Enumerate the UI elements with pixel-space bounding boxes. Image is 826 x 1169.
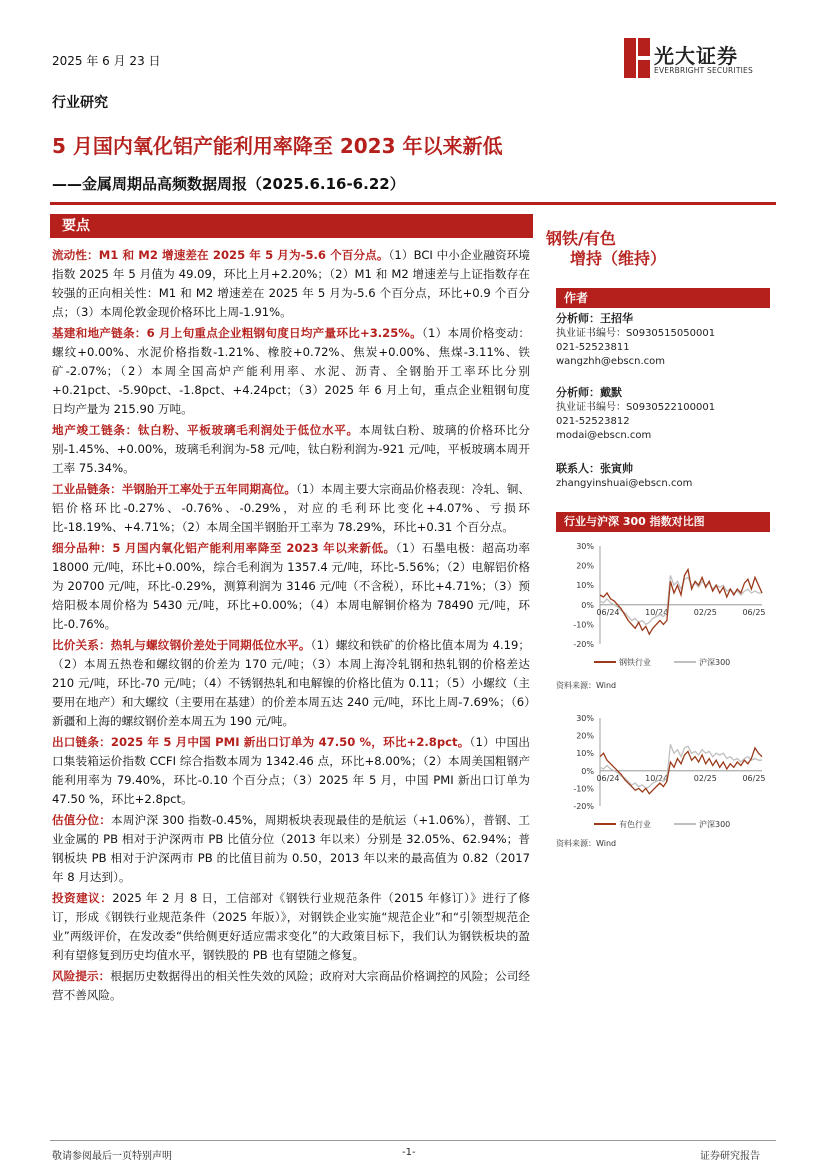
kp-lead: 投资建议： xyxy=(52,891,113,905)
legend-label: 有色行业 xyxy=(619,820,651,829)
x-tick-label: 06/25 xyxy=(742,607,766,617)
report-category: 行业研究 xyxy=(52,95,108,111)
chart-source: 资料来源：Wind xyxy=(556,839,617,848)
x-tick-label: 02/25 xyxy=(693,607,717,617)
x-tick-label: 06/25 xyxy=(742,773,766,783)
x-tick-label: 06/24 xyxy=(596,607,620,617)
contact-name: 张寅帅 xyxy=(600,462,633,475)
x-tick-label: 10/24 xyxy=(645,607,669,617)
footer-divider xyxy=(50,1140,776,1141)
analyst-phone: 021-52523812 xyxy=(556,416,630,427)
analyst-cert: 执业证书编号：S0930522100001 xyxy=(556,402,716,413)
chart-section-heading: 行业与沪深 300 指数对比图 xyxy=(556,512,770,532)
y-tick-label: -20% xyxy=(573,802,594,811)
y-tick-label: -10% xyxy=(573,620,594,630)
logo-subtitle: EVERBRIGHT SECURITIES xyxy=(654,66,753,75)
kp-body: 本周钛白粉、玻璃的价格环比分别-1.45%、+0.00%，玻璃毛利润为-58 元/吨，钛白粉利润为-921 元/吨，平板玻璃本周开工率 75.34%。 xyxy=(52,423,530,475)
y-tick-label: 20% xyxy=(576,731,594,741)
kp-body: （1）螺纹和铁矿的价格比值本周为 4.19；（2）本周五热卷和螺纹钢的价差为 170 元/吨；（3）本周上海冷轧钢和热轧钢的价格差达 210 元/吨，环比-70 元/吨；（4）不锈钢热轧和电解镍的价格比值为 0.11；（5）小螺纹（主要用在地产）和大螺纹（主要用在基建）的价差本周五达 240 元/吨，环比上周-7.69%；（6）新疆和上海的螺纹钢价差本周五为 190 元/吨。 xyxy=(52,638,530,728)
steel-vs-csi300-chart xyxy=(556,540,770,674)
report-date: 2025 年 6 月 23 日 xyxy=(52,54,161,68)
rating-industry: 钢铁/有色 xyxy=(546,229,616,248)
analyst-email[interactable]: wangzhh@ebscn.com xyxy=(556,356,665,367)
y-tick-label: 0% xyxy=(581,766,594,776)
analyst-block xyxy=(556,386,715,443)
x-tick-label: 10/24 xyxy=(645,773,669,783)
header-divider xyxy=(50,202,776,205)
report-subtitle: ——金属周期品高频数据周报（2025.6.16-6.22） xyxy=(52,175,405,193)
analyst-role: 分析师： xyxy=(556,386,600,399)
rating-value: 增持（维持） xyxy=(570,249,667,268)
analyst-block xyxy=(556,312,715,369)
page-number: -1- xyxy=(402,1147,416,1158)
kp-paragraph xyxy=(52,811,530,887)
kp-paragraph xyxy=(52,889,530,965)
series-line xyxy=(600,575,762,624)
kp-paragraph xyxy=(52,636,530,731)
kp-paragraph xyxy=(52,324,530,419)
kp-body: （1）本周价格变动：螺纹+0.00%、水泥价格指数-1.21%、橡胶+0.72%、焦炭+0.00%、焦煤-3.11%、铁矿-2.07%；（2）本周全国高炉产能利用率、水泥、沥青、全钢胎开工率环比分别+0.21pct、-5.90pct、-1.8pct、+4.24pct；（3）2025 年 6 月上旬，重点企业粗钢旬度日均产量为 215.90 万吨。 xyxy=(52,326,530,416)
kp-lead: 地产竣工链条：钛白粉、平板玻璃毛利润处于低位水平。 xyxy=(52,423,359,437)
analyst-email[interactable]: modai@ebscn.com xyxy=(556,430,652,441)
report-title: 5 月国内氧化铝产能利用率降至 2023 年以来新低 xyxy=(52,134,503,158)
x-tick-label: 02/25 xyxy=(693,773,717,783)
footer-report-type: 证券研究报告 xyxy=(700,1151,760,1162)
legend-label: 沪深300 xyxy=(699,820,731,829)
analyst-phone: 021-52523811 xyxy=(556,342,630,353)
key-points-heading: 要点 xyxy=(50,214,533,238)
kp-lead: 出口链条：2025 年 5 月中国 PMI 新出口订单为 47.50 %，环比+2.8pct。 xyxy=(52,735,470,749)
kp-lead: 基建和地产链条：6 月上旬重点企业粗钢旬度日均产量环比+3.25%。 xyxy=(52,326,422,340)
contact-email[interactable]: zhangyinshuai@ebscn.com xyxy=(556,478,693,489)
key-points-body xyxy=(52,246,530,1007)
y-tick-label: 20% xyxy=(576,561,594,571)
kp-paragraph xyxy=(52,421,530,478)
analyst-name: 戴默 xyxy=(600,386,622,399)
kp-body: 根据历史数据得出的相关性失效的风险；政府对大宗商品价格调控的风险；公司经营不善风险。 xyxy=(52,969,530,1002)
contact-block xyxy=(556,462,692,491)
footer-disclaimer[interactable]: 敬请参阅最后一页特别声明 xyxy=(52,1151,172,1162)
y-tick-label: 30% xyxy=(576,714,594,723)
legend-label: 钢铁行业 xyxy=(619,658,651,667)
authors-heading: 作者 xyxy=(556,288,770,308)
analyst-cert: 执业证书编号：S0930515050001 xyxy=(556,328,716,339)
kp-lead: 风险提示： xyxy=(52,969,111,983)
analyst-role: 分析师： xyxy=(556,312,600,325)
kp-paragraph xyxy=(52,733,530,809)
kp-paragraph xyxy=(52,539,530,634)
kp-body: （1）中国出口集装箱运价指数 CCFI 综合指数本周为 1342.46 点，环比+8.00%；（2）本周美国粗钢产能利用率为 79.40%，环比-0.10 个百分点；（3）2025 年 5 月，中国 PMI 新出口订单为 47.50 %，环比+2.8pct。 xyxy=(52,735,530,806)
company-logo xyxy=(624,38,784,82)
kp-body: （1）石墨电极：超高功率 18000 元/吨，环比+0.00%，综合毛利润为 1357.4 元/吨，环比-5.56%；（2）电解铝价格为 20700 元/吨，环比-0.29%，测算利润为 3146 元/吨（不含税），环比+4.71%；（3）预焙阳极本周价格为 5430 元/吨，环比+0.00%；（4）本周电解铜价格为 78490 元/吨，环比-0.76%。 xyxy=(52,541,530,631)
y-tick-label: -10% xyxy=(573,784,594,794)
y-tick-label: 30% xyxy=(576,542,594,551)
x-tick-label: 06/24 xyxy=(596,773,620,783)
nonferrous-vs-csi300-chart xyxy=(556,712,770,836)
kp-paragraph xyxy=(52,967,530,1005)
kp-paragraph xyxy=(52,246,530,322)
kp-body: （1）BCI 中小企业融资环境指数 2025 年 5 月值为 49.09，环比上月+2.20%；（2）M1 和 M2 增速差与上证指数存在较强的正向相关性：M1 和 M2 增速差在 2025 年 5 月为-5.6 个百分点，环比+0.9 个百分点；（3）本周伦敦金现价格环比上周-1.91%。 xyxy=(52,248,531,319)
kp-lead: 估值分位： xyxy=(52,813,112,827)
kp-body: （1）本周主要大宗商品价格表现：冷轧、铜、铝价格环比-0.27%、-0.76%、-0.29%，对应的毛利环比变化+4.07%、亏损环比-18.19%、+4.71%；（2）本周全国半钢胎开工率为 78.29%，环比+0.31 个百分点。 xyxy=(52,482,530,534)
y-tick-label: -20% xyxy=(573,640,594,649)
logo-mark-icon xyxy=(624,38,650,78)
kp-paragraph xyxy=(52,480,530,537)
kp-body: 本周沪深 300 指数-0.45%，周期板块表现最佳的是航运（+1.06%），普钢、工业金属的 PB 相对于沪深两市 PB 比值分位（2013 年以来）分别是 32.05%、62.94%；普钢板块 PB 相对于沪深两市 PB 的比值目前为 0.50，2013 年以来的最高值为 0.82（2017 年 8 月达到）。 xyxy=(52,813,531,884)
y-tick-label: 10% xyxy=(576,581,594,591)
chart-source: 资料来源：Wind xyxy=(556,681,617,690)
kp-lead: 比价关系：热轧与螺纹钢价差处于同期低位水平。 xyxy=(52,638,311,652)
y-tick-label: 0% xyxy=(581,600,594,610)
kp-lead: 细分品种：5 月国内氧化铝产能利用率降至 2023 年以来新低。 xyxy=(52,541,396,555)
logo-name: 光大证券 xyxy=(654,44,738,68)
series-line xyxy=(600,744,762,788)
analyst-name: 王招华 xyxy=(600,312,633,325)
kp-lead: 流动性：M1 和 M2 增速差在 2025 年 5 月为-5.6 个百分点。 xyxy=(52,248,389,262)
kp-body: 2025 年 2 月 8 日，工信部对《钢铁行业规范条件（2015 年修订）》进行了修订，形成《钢铁行业规范条件（2025 年版）》，对钢铁企业实施“规范企业”和“引领型规范企业”两级评价，在发改委“供给侧更好适应需求变化”的大政策目标下，我们认为钢铁板块的盈利有望修复到历史均值水平，钢铁股的 PB 也有望随之修复。 xyxy=(52,891,530,962)
y-tick-label: 10% xyxy=(576,749,594,759)
contact-role: 联系人： xyxy=(556,462,600,475)
legend-label: 沪深300 xyxy=(699,658,731,667)
kp-lead: 工业品链条：半钢胎开工率处于五年同期高位。 xyxy=(52,482,297,496)
series-line xyxy=(600,570,762,635)
